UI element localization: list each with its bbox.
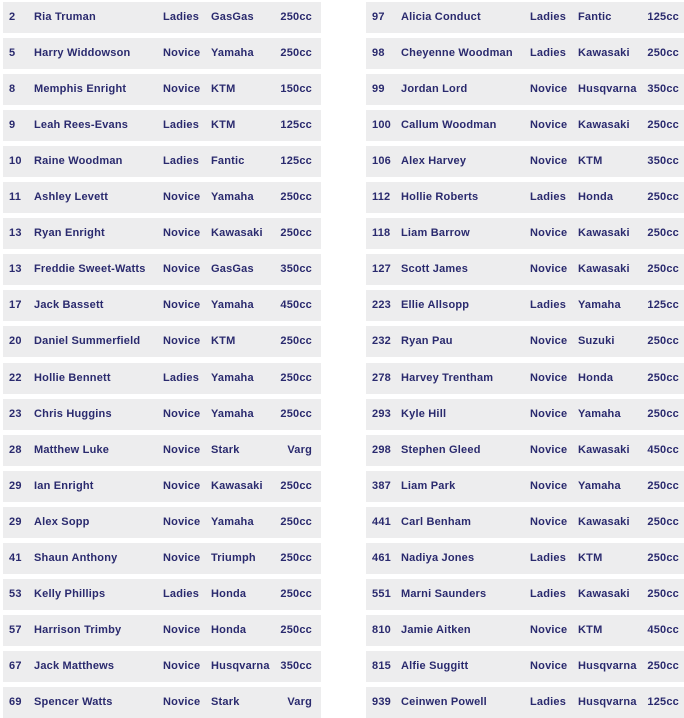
rider-name: Jack Matthews xyxy=(34,659,115,672)
rider-row xyxy=(366,38,684,69)
rider-class: Ladies xyxy=(163,587,200,600)
rider-number: 98 xyxy=(372,47,385,60)
engine-size: 125cc xyxy=(280,119,312,132)
rider-row xyxy=(3,290,321,321)
engine-size: 250cc xyxy=(280,515,312,528)
rider-number: 551 xyxy=(372,587,391,600)
bike-make: Fantic xyxy=(211,155,245,168)
rider-class: Novice xyxy=(530,479,568,492)
rider-name: Memphis Enright xyxy=(34,83,127,96)
engine-size: 150cc xyxy=(280,83,312,96)
rider-number: 118 xyxy=(372,227,391,240)
bike-make: Yamaha xyxy=(211,191,254,204)
rider-row xyxy=(366,326,684,357)
rider-number: 57 xyxy=(9,623,22,636)
rider-name: Alex Harvey xyxy=(401,155,467,168)
rider-number: 100 xyxy=(372,119,391,132)
rider-number: 17 xyxy=(9,299,22,312)
rider-class: Novice xyxy=(163,299,201,312)
rider-name: Harrison Trimby xyxy=(34,623,122,636)
rider-row xyxy=(366,507,684,538)
engine-size: 125cc xyxy=(280,155,312,168)
rider-number: 8 xyxy=(9,83,16,96)
engine-size: 250cc xyxy=(647,515,679,528)
rider-row xyxy=(3,435,321,466)
rider-name: Stephen Gleed xyxy=(401,443,481,456)
rider-row xyxy=(3,110,321,141)
rider-row xyxy=(3,326,321,357)
rider-row xyxy=(366,687,684,718)
engine-size: 350cc xyxy=(647,83,679,96)
rider-name: Scott James xyxy=(401,263,469,276)
engine-size: Varg xyxy=(287,695,312,708)
rider-number: 293 xyxy=(372,407,391,420)
rider-number: 461 xyxy=(372,551,391,564)
engine-size: 350cc xyxy=(647,155,679,168)
rider-name: Marni Saunders xyxy=(401,587,487,600)
bike-make: Kawasaki xyxy=(211,479,263,492)
engine-size: 250cc xyxy=(280,11,312,23)
rider-class: Ladies xyxy=(530,587,567,600)
bike-make: Yamaha xyxy=(578,299,621,312)
rider-class: Ladies xyxy=(530,551,567,564)
engine-size: 250cc xyxy=(647,587,679,600)
rider-row xyxy=(3,471,321,502)
rider-number: 99 xyxy=(372,83,385,96)
rider-name: Alfie Suggitt xyxy=(401,659,469,672)
rider-row xyxy=(3,254,321,285)
rider-row xyxy=(366,218,684,249)
rider-name: Raine Woodman xyxy=(34,155,123,168)
rider-number: 23 xyxy=(9,407,22,420)
engine-size: 250cc xyxy=(647,119,679,132)
bike-make: Yamaha xyxy=(211,407,254,420)
bike-make: Husqvarna xyxy=(578,659,637,672)
engine-size: 250cc xyxy=(280,335,312,348)
bike-make: Honda xyxy=(211,623,247,636)
rider-class: Novice xyxy=(530,443,568,456)
rider-row xyxy=(3,399,321,430)
rider-number: 815 xyxy=(372,659,391,672)
rider-row xyxy=(3,687,321,718)
engine-size: 250cc xyxy=(647,407,679,420)
rider-class: Novice xyxy=(163,263,201,276)
rider-number: 13 xyxy=(9,227,22,240)
rider-number: 441 xyxy=(372,515,391,528)
rider-row xyxy=(366,74,684,105)
rider-class: Novice xyxy=(530,119,568,132)
rider-class: Novice xyxy=(163,335,201,348)
bike-make: Yamaha xyxy=(211,299,254,312)
rider-class: Novice xyxy=(163,47,201,60)
bike-make: Stark xyxy=(211,443,240,456)
rider-class: Novice xyxy=(530,407,568,420)
rider-class: Ladies xyxy=(530,11,567,23)
rider-class: Novice xyxy=(163,551,201,564)
bike-make: Yamaha xyxy=(578,479,621,492)
rider-class: Ladies xyxy=(530,299,567,312)
rider-name: Spencer Watts xyxy=(34,695,113,708)
rider-name: Jordan Lord xyxy=(401,83,468,96)
bike-make: Yamaha xyxy=(211,515,254,528)
rider-name: Freddie Sweet-Watts xyxy=(34,263,146,276)
rider-number: 939 xyxy=(372,695,391,708)
engine-size: 350cc xyxy=(280,659,312,672)
rider-class: Ladies xyxy=(530,47,567,60)
engine-size: 250cc xyxy=(647,227,679,240)
rider-name: Alicia Conduct xyxy=(401,11,481,23)
rider-number: 10 xyxy=(9,155,22,168)
rider-name: Carl Benham xyxy=(401,515,472,528)
rider-number: 53 xyxy=(9,587,22,600)
rider-number: 29 xyxy=(9,515,22,528)
rider-name: Kyle Hill xyxy=(401,407,447,420)
bike-make: Yamaha xyxy=(211,371,254,384)
rider-name: Ria Truman xyxy=(34,11,96,23)
rider-number: 9 xyxy=(9,119,16,132)
rider-class: Novice xyxy=(163,407,201,420)
rider-number: 127 xyxy=(372,263,391,276)
rider-row xyxy=(366,2,684,33)
rider-class: Ladies xyxy=(530,191,567,204)
bike-make: Husqvarna xyxy=(578,695,637,708)
rider-class: Novice xyxy=(530,155,568,168)
engine-size: 125cc xyxy=(647,695,679,708)
rider-class: Novice xyxy=(530,227,568,240)
rider-class: Novice xyxy=(163,479,201,492)
rider-number: 97 xyxy=(372,11,385,23)
rider-class: Novice xyxy=(530,659,568,672)
engine-size: 250cc xyxy=(280,227,312,240)
rider-name: Kelly Phillips xyxy=(34,587,106,600)
engine-size: 125cc xyxy=(647,299,679,312)
rider-number: 5 xyxy=(9,47,16,60)
engine-size: 250cc xyxy=(280,551,312,564)
rider-row xyxy=(3,146,321,177)
bike-make: Kawasaki xyxy=(211,227,263,240)
rider-number: 11 xyxy=(9,191,22,204)
bike-make: Husqvarna xyxy=(578,83,637,96)
bike-make: Suzuki xyxy=(578,335,615,348)
rider-name: Cheyenne Woodman xyxy=(401,47,513,60)
rider-name: Shaun Anthony xyxy=(34,551,118,564)
rider-row xyxy=(366,290,684,321)
rider-number: 232 xyxy=(372,335,391,348)
rider-name: Callum Woodman xyxy=(401,119,497,132)
engine-size: 250cc xyxy=(280,479,312,492)
rider-row xyxy=(366,146,684,177)
engine-size: Varg xyxy=(287,443,312,456)
engine-size: 450cc xyxy=(647,443,679,456)
rider-row xyxy=(3,74,321,105)
rider-name: Jamie Aitken xyxy=(401,623,471,636)
rider-class: Ladies xyxy=(530,695,567,708)
engine-size: 250cc xyxy=(280,623,312,636)
rider-name: Leah Rees-Evans xyxy=(34,119,129,132)
rider-row xyxy=(366,254,684,285)
rider-number: 29 xyxy=(9,479,22,492)
bike-make: KTM xyxy=(211,119,236,132)
rider-row xyxy=(366,579,684,610)
rider-row xyxy=(366,471,684,502)
rider-row xyxy=(3,543,321,574)
bike-make: Kawasaki xyxy=(578,119,630,132)
rider-number: 13 xyxy=(9,263,22,276)
rider-name: Jack Bassett xyxy=(34,299,104,312)
bike-make: Kawasaki xyxy=(578,515,630,528)
rider-number: 112 xyxy=(372,191,391,204)
bike-make: KTM xyxy=(578,623,603,636)
rider-class: Novice xyxy=(530,83,568,96)
rider-name: Liam Barrow xyxy=(401,227,470,240)
rider-number: 67 xyxy=(9,659,22,672)
rider-name: Ryan Enright xyxy=(34,227,105,240)
rider-number: 223 xyxy=(372,299,391,312)
rider-number: 106 xyxy=(372,155,391,168)
rider-name: Ellie Allsopp xyxy=(401,299,470,312)
engine-size: 250cc xyxy=(280,587,312,600)
engine-size: 250cc xyxy=(647,335,679,348)
rider-row xyxy=(3,363,321,394)
rider-row xyxy=(3,2,321,33)
rider-class: Ladies xyxy=(163,11,200,23)
rider-number: 298 xyxy=(372,443,391,456)
rider-name: Hollie Bennett xyxy=(34,371,111,384)
engine-size: 250cc xyxy=(647,263,679,276)
rider-number: 387 xyxy=(372,479,391,492)
rider-name: Alex Sopp xyxy=(34,515,90,528)
rider-number: 810 xyxy=(372,623,391,636)
bike-make: Kawasaki xyxy=(578,443,630,456)
rider-row xyxy=(3,507,321,538)
rider-name: Chris Huggins xyxy=(34,407,112,420)
rider-class: Novice xyxy=(530,515,568,528)
rider-row xyxy=(366,615,684,646)
rider-name: Hollie Roberts xyxy=(401,191,479,204)
rider-class: Ladies xyxy=(163,371,200,384)
rider-name: Harvey Trentham xyxy=(401,371,494,384)
engine-size: 250cc xyxy=(647,479,679,492)
rider-row xyxy=(3,579,321,610)
bike-make: KTM xyxy=(211,335,236,348)
rider-row xyxy=(366,651,684,682)
rider-number: 28 xyxy=(9,443,22,456)
engine-size: 450cc xyxy=(280,299,312,312)
rider-row xyxy=(3,38,321,69)
rider-row xyxy=(3,218,321,249)
engine-size: 250cc xyxy=(280,407,312,420)
engine-size: 125cc xyxy=(647,11,679,23)
rider-name: Nadiya Jones xyxy=(401,551,475,564)
bike-make: Stark xyxy=(211,695,240,708)
rider-name: Daniel Summerfield xyxy=(34,335,141,348)
rider-name: Ryan Pau xyxy=(401,335,453,348)
rider-class: Novice xyxy=(530,371,568,384)
rider-number: 22 xyxy=(9,371,22,384)
bike-make: Kawasaki xyxy=(578,47,630,60)
rider-row xyxy=(3,651,321,682)
bike-make: Kawasaki xyxy=(578,263,630,276)
rider-class: Novice xyxy=(163,443,201,456)
engine-size: 250cc xyxy=(647,659,679,672)
rider-row xyxy=(366,435,684,466)
bike-make: Kawasaki xyxy=(578,227,630,240)
rider-class: Novice xyxy=(163,659,201,672)
bike-make: KTM xyxy=(578,155,603,168)
rider-name: Ashley Levett xyxy=(34,191,109,204)
bike-make: Kawasaki xyxy=(578,587,630,600)
rider-number: 69 xyxy=(9,695,22,708)
rider-row xyxy=(366,182,684,213)
bike-make: GasGas xyxy=(211,263,254,276)
rider-row xyxy=(366,399,684,430)
rider-class: Novice xyxy=(163,695,201,708)
rider-name: Ian Enright xyxy=(34,479,94,492)
engine-size: 250cc xyxy=(647,191,679,204)
rider-row xyxy=(3,615,321,646)
rider-class: Novice xyxy=(163,83,201,96)
engine-size: 250cc xyxy=(280,371,312,384)
engine-size: 450cc xyxy=(647,623,679,636)
rider-row xyxy=(366,110,684,141)
rider-row xyxy=(366,363,684,394)
rider-class: Ladies xyxy=(163,119,200,132)
rider-name: Ceinwen Powell xyxy=(401,695,487,708)
rider-number: 278 xyxy=(372,371,391,384)
engine-size: 250cc xyxy=(647,47,679,60)
rider-name: Matthew Luke xyxy=(34,443,110,456)
engine-size: 250cc xyxy=(647,551,679,564)
bike-make: Yamaha xyxy=(211,47,254,60)
bike-make: Honda xyxy=(211,587,247,600)
rider-row xyxy=(3,182,321,213)
bike-make: Honda xyxy=(578,191,614,204)
bike-make: Honda xyxy=(578,371,614,384)
engine-size: 250cc xyxy=(280,47,312,60)
bike-make: GasGas xyxy=(211,11,254,23)
engine-size: 250cc xyxy=(280,191,312,204)
rider-class: Novice xyxy=(530,623,568,636)
rider-name: Liam Park xyxy=(401,479,456,492)
rider-class: Novice xyxy=(530,263,568,276)
bike-make: KTM xyxy=(578,551,603,564)
rider-number: 20 xyxy=(9,335,22,348)
rider-class: Novice xyxy=(163,623,201,636)
bike-make: KTM xyxy=(211,83,236,96)
rider-class: Novice xyxy=(163,191,201,204)
rider-class: Novice xyxy=(163,515,201,528)
rider-name: Harry Widdowson xyxy=(34,47,131,60)
rider-row xyxy=(366,543,684,574)
bike-make: Triumph xyxy=(211,551,256,564)
engine-size: 250cc xyxy=(647,371,679,384)
rider-number: 41 xyxy=(9,551,22,564)
rider-class: Novice xyxy=(163,227,201,240)
bike-make: Fantic xyxy=(578,11,612,23)
bike-make: Yamaha xyxy=(578,407,621,420)
rider-class: Ladies xyxy=(163,155,200,168)
rider-class: Novice xyxy=(530,335,568,348)
engine-size: 350cc xyxy=(280,263,312,276)
rider-number: 2 xyxy=(9,11,16,23)
bike-make: Husqvarna xyxy=(211,659,270,672)
